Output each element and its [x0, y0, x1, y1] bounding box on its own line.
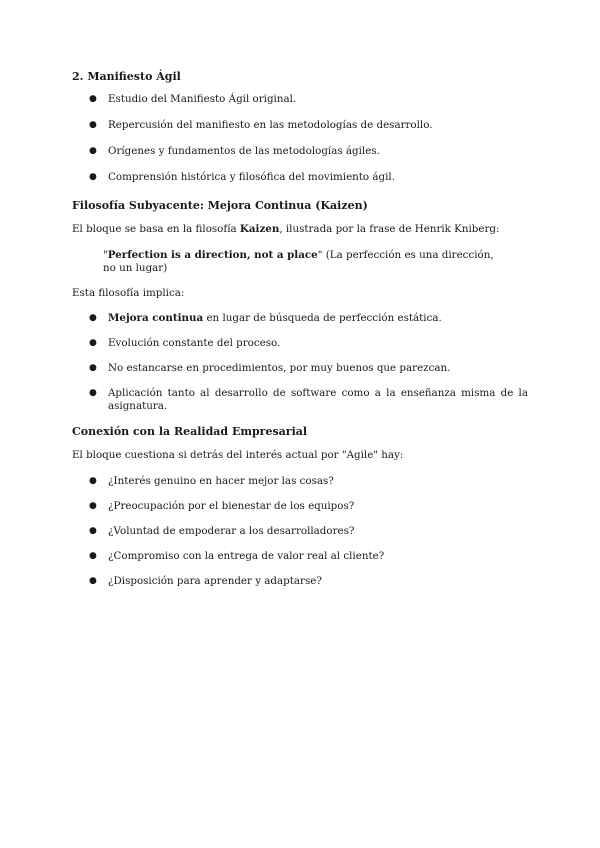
agile-questions-list — [72, 475, 528, 588]
list-item — [72, 362, 528, 375]
quote-close-mark: " — [317, 249, 323, 261]
heading-manifiesto-agil: 2. Manifiesto Ágil — [72, 70, 181, 83]
list-item-text: No estancarse en procedimientos, por muy buenos que parezcan. — [108, 362, 451, 374]
list-item-text: Orígenes y fundamentos de las metodologías ágiles. — [108, 145, 380, 157]
list-item — [72, 575, 528, 588]
bullet-icon: ● — [89, 120, 97, 130]
list-item — [72, 550, 528, 563]
manifiesto-list — [72, 93, 528, 184]
list-item-text: ¿Preocupación por el bienestar de los equipos? — [108, 500, 355, 512]
quote-open-mark: " — [103, 249, 108, 261]
list-item — [72, 337, 528, 350]
kaizen-intro-before: El bloque se basa en la filosofía — [72, 223, 240, 235]
list-item-text: Estudio del Manifiesto Ágil original. — [108, 93, 297, 105]
list-item-text: en lugar de búsqueda de perfección estática. — [203, 312, 442, 324]
bullet-icon: ● — [89, 313, 97, 323]
list-item — [72, 312, 528, 325]
list-item — [72, 119, 528, 132]
bullet-icon: ● — [89, 388, 97, 398]
list-item-bold: Mejora continua — [108, 312, 204, 324]
kaizen-list — [72, 312, 528, 413]
list-item — [72, 93, 528, 106]
list-item-text: Evolución constante del proceso. — [108, 337, 281, 349]
list-item — [72, 145, 528, 158]
bullet-icon: ● — [89, 576, 97, 586]
bullet-icon: ● — [89, 476, 97, 486]
list-item — [72, 387, 528, 413]
list-item-text: Repercusión del manifiesto en las metodologías de desarrollo. — [108, 119, 433, 131]
bullet-icon: ● — [89, 363, 97, 373]
philosophy-implies: Esta filosofía implica: — [72, 287, 185, 299]
bullet-icon: ● — [89, 94, 97, 104]
agile-intro: El bloque cuestiona si detrás del interés actual por "Agile" hay: — [72, 449, 404, 461]
kaizen-term: Kaizen — [239, 223, 280, 235]
bullet-icon: ● — [89, 501, 97, 511]
list-item-text: Comprensión histórica y filosófica del movimiento ágil. — [108, 171, 395, 183]
bullet-icon: ● — [89, 551, 97, 561]
bullet-icon: ● — [89, 172, 97, 182]
list-item-text: ¿Disposición para aprender y adaptarse? — [108, 575, 322, 587]
bullet-icon: ● — [89, 338, 97, 348]
document-page — [72, 66, 528, 588]
list-item — [72, 171, 528, 184]
list-item — [72, 525, 528, 538]
quote-translation: (La perfección es una dirección, no un lugar) — [103, 249, 494, 274]
heading-filosofia-subyacente: Filosofía Subyacente: Mejora Continua (Kaizen) — [72, 199, 368, 212]
list-item-text: ¿Interés genuino en hacer mejor las cosas? — [108, 475, 334, 487]
bullet-icon: ● — [89, 146, 97, 156]
kaizen-intro — [72, 223, 528, 236]
list-item — [72, 500, 528, 513]
bullet-icon: ● — [89, 526, 97, 536]
kaizen-intro-after: , ilustrada por la frase de Henrik Kniberg: — [279, 223, 500, 235]
list-item-text: ¿Compromiso con la entrega de valor real al cliente? — [108, 550, 385, 562]
heading-conexion-realidad: Conexión con la Realidad Empresarial — [72, 425, 308, 438]
kniberg-quote — [72, 249, 503, 275]
list-item — [72, 475, 528, 488]
quote-text: Perfection is a direction, not a place — [107, 249, 318, 261]
list-item-text: ¿Voluntad de empoderar a los desarrolladores? — [108, 525, 355, 537]
list-item-text: Aplicación tanto al desarrollo de software como a la enseñanza misma de la asignatura. — [108, 387, 528, 412]
